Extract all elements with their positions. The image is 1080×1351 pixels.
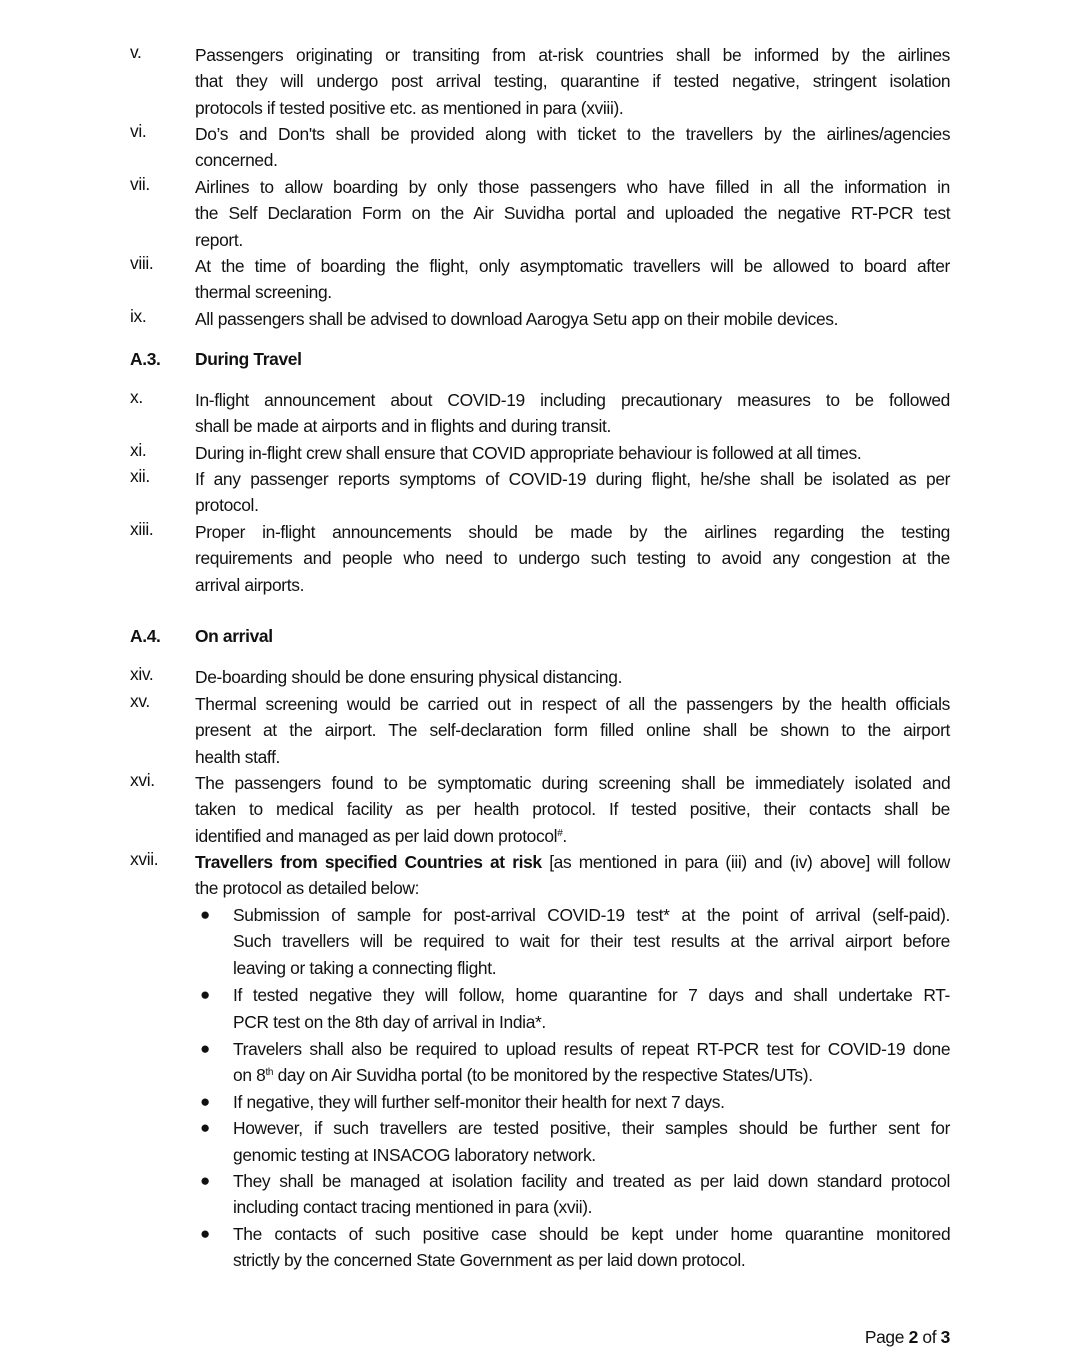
item-text-line: All passengers shall be advised to download Aarogya Setu app on their mobile devices. — [195, 309, 839, 329]
ordinal-suffix: th — [265, 1067, 274, 1079]
item-text-line: The passengers found to be symptomatic during screening shall be immediately isolated and — [195, 773, 951, 793]
item-text-line: report. — [195, 229, 243, 250]
item-number: vi. — [130, 121, 147, 141]
item-text-line: Do’s and Don'ts shall be provided along with ticket to the travellers by the airlines/agencies — [195, 124, 951, 144]
section-title: On arrival — [195, 626, 273, 646]
of-label: of — [917, 1327, 941, 1347]
item-text-line: that they will undergo post arrival testing, quarantine if tested negative, stringent isolation — [195, 71, 951, 92]
list-item-xii — [130, 466, 950, 519]
item-text-line: the protocol as detailed below: — [195, 878, 420, 899]
item-number: xiv. — [130, 664, 154, 684]
item-number: xi. — [130, 440, 147, 460]
item-text-line: If any passenger reports symptoms of COVID-19 during flight, he/she shall be isolated as per — [195, 469, 951, 489]
bullet-text-line: leaving or taking a connecting flight. — [233, 957, 497, 978]
bullet-text-line: If tested negative they will follow, home quarantine for 7 days and shall undertake RT- — [233, 985, 950, 1006]
item-text-line: In-flight announcement about COVID-19 including precautionary measures to be followed — [195, 390, 950, 410]
item-text-line: requirements and people who need to undergo such testing to avoid any congestion at the — [195, 548, 950, 569]
bullet-text: on 8 — [233, 1065, 266, 1086]
item-text-line: present at the airport. The self-declaration form filled online shall be shown to the airport — [195, 720, 950, 741]
section-number: A.3. — [130, 349, 161, 369]
section-title: During Travel — [195, 349, 302, 369]
item-number: vii. — [130, 174, 150, 194]
bullet-text-line: strictly by the concerned State Government as per laid down protocol. — [233, 1250, 746, 1271]
item-text-line: During in-flight crew shall ensure that COVID appropriate behaviour is followed at all times. — [195, 443, 862, 463]
footnote-mark: # — [557, 827, 563, 839]
current-page: 2 — [908, 1327, 918, 1347]
list-item-xiv — [130, 664, 950, 690]
item-text-line: protocols if tested positive etc. as mentioned in para (xviii). — [195, 97, 624, 118]
item-number: xvii. — [130, 849, 159, 869]
bullet-item — [195, 1089, 950, 1115]
bullet-list — [195, 902, 950, 1274]
item-text-line: Proper in-flight announcements should be made by the airlines regarding the testing — [195, 522, 950, 542]
list-item-vii — [130, 174, 950, 253]
page-number-footer — [865, 1327, 950, 1348]
item-text-line: arrival airports. — [195, 574, 305, 595]
item-number: viii. — [130, 253, 154, 273]
bullet-text-line — [233, 1062, 950, 1088]
bullet-icon: ● — [200, 1091, 210, 1111]
list-item-xvi — [130, 770, 950, 849]
bullet-item — [195, 1036, 950, 1089]
bullet-icon: ● — [200, 1223, 210, 1243]
item-number: xii. — [130, 466, 150, 486]
list-item-x — [130, 387, 950, 440]
section-number: A.4. — [130, 626, 161, 646]
item-text-line: thermal screening. — [195, 282, 332, 303]
item-text-line: health staff. — [195, 746, 281, 767]
bullet-icon: ● — [200, 1171, 210, 1191]
item-text: identified and managed as per laid down protocol — [195, 825, 558, 846]
bullet-text: day on Air Suvidha portal (to be monitored by the respective States/UTs). — [273, 1065, 813, 1086]
item-text-line: At the time of boarding the flight, only asymptomatic travellers will be allowed to board after — [195, 256, 950, 276]
bullet-text-line: Submission of sample for post-arrival COVID-19 test* at the point of arrival (self-paid). — [233, 905, 950, 925]
bullet-item — [195, 1115, 950, 1168]
list-item-ix — [130, 306, 950, 332]
bullet-text-line: genomic testing at INSACOG laboratory network. — [233, 1144, 596, 1165]
item-text-line: De-boarding should be done ensuring physical distancing. — [195, 667, 623, 687]
page-label: Page — [864, 1327, 909, 1347]
list-item-v — [130, 42, 950, 121]
bullet-item — [195, 1168, 950, 1221]
item-text-line: Passengers originating or transiting from at-risk countries shall be informed by the airlines — [195, 45, 950, 65]
item-text-line: concerned. — [195, 150, 278, 171]
list-item-xi — [130, 440, 950, 466]
bullet-text-line: If negative, they will further self-monitor their health for next 7 days. — [233, 1091, 725, 1112]
item-number: ix. — [130, 306, 147, 326]
item-text: [as mentioned in para (iii) and (iv) above] will follow — [541, 852, 950, 872]
bullet-icon: ● — [200, 1039, 210, 1059]
bullet-text-line: Such travellers will be required to wait for their test results at the arrival airport before — [233, 931, 950, 952]
bullet-text-line: They shall be managed at isolation facility and treated as per laid down standard protocol — [233, 1171, 950, 1192]
item-text-line — [195, 823, 950, 849]
bullet-text-line: Travelers shall also be required to upload results of repeat RT-PCR test for COVID-19 done — [233, 1039, 951, 1060]
item-text-line: protocol. — [195, 495, 259, 516]
item-number: xiii. — [130, 519, 154, 539]
total-pages: 3 — [940, 1327, 950, 1347]
item-text-line: taken to medical facility as per health protocol. If tested positive, their contacts shall be — [195, 799, 950, 820]
bullet-text-line: including contact tracing mentioned in para (xvii). — [233, 1197, 593, 1218]
item-number: xv. — [130, 691, 150, 711]
item-number: x. — [130, 387, 143, 407]
bullet-text-line: PCR test on the 8th day of arrival in India*. — [233, 1011, 546, 1032]
bullet-icon: ● — [200, 985, 210, 1005]
item-text-line: Airlines to allow boarding by only those passengers who have filled in all the information in — [195, 177, 950, 197]
item-number: xvi. — [130, 770, 155, 790]
item-text-end: . — [562, 825, 567, 846]
list-item-xvii — [130, 849, 950, 902]
bullet-text-line: The contacts of such positive case should be kept under home quarantine monitored — [233, 1223, 951, 1244]
item-number: v. — [130, 42, 142, 62]
bullet-icon: ● — [200, 905, 210, 924]
list-item-viii — [130, 253, 950, 306]
list-item-xv — [130, 691, 950, 770]
bullet-text-line: However, if such travellers are tested positive, their samples should be further sent for — [233, 1118, 951, 1139]
item-text-line: Thermal screening would be carried out in respect of all the passengers by the health officials — [195, 694, 950, 714]
bullet-icon: ● — [200, 1118, 210, 1138]
bold-lead: Travellers from specified Countries at risk — [195, 852, 542, 872]
item-text-line: the Self Declaration Form on the Air Suvidha portal and uploaded the negative RT-PCR test — [195, 203, 951, 224]
bullet-item — [195, 902, 950, 981]
bullet-item — [195, 1221, 950, 1274]
list-item-vi — [130, 121, 950, 174]
bullet-item — [195, 982, 950, 1035]
item-text-line: shall be made at airports and in flights and during transit. — [195, 416, 611, 437]
item-text-line — [195, 849, 950, 875]
list-item-xiii — [130, 519, 950, 598]
